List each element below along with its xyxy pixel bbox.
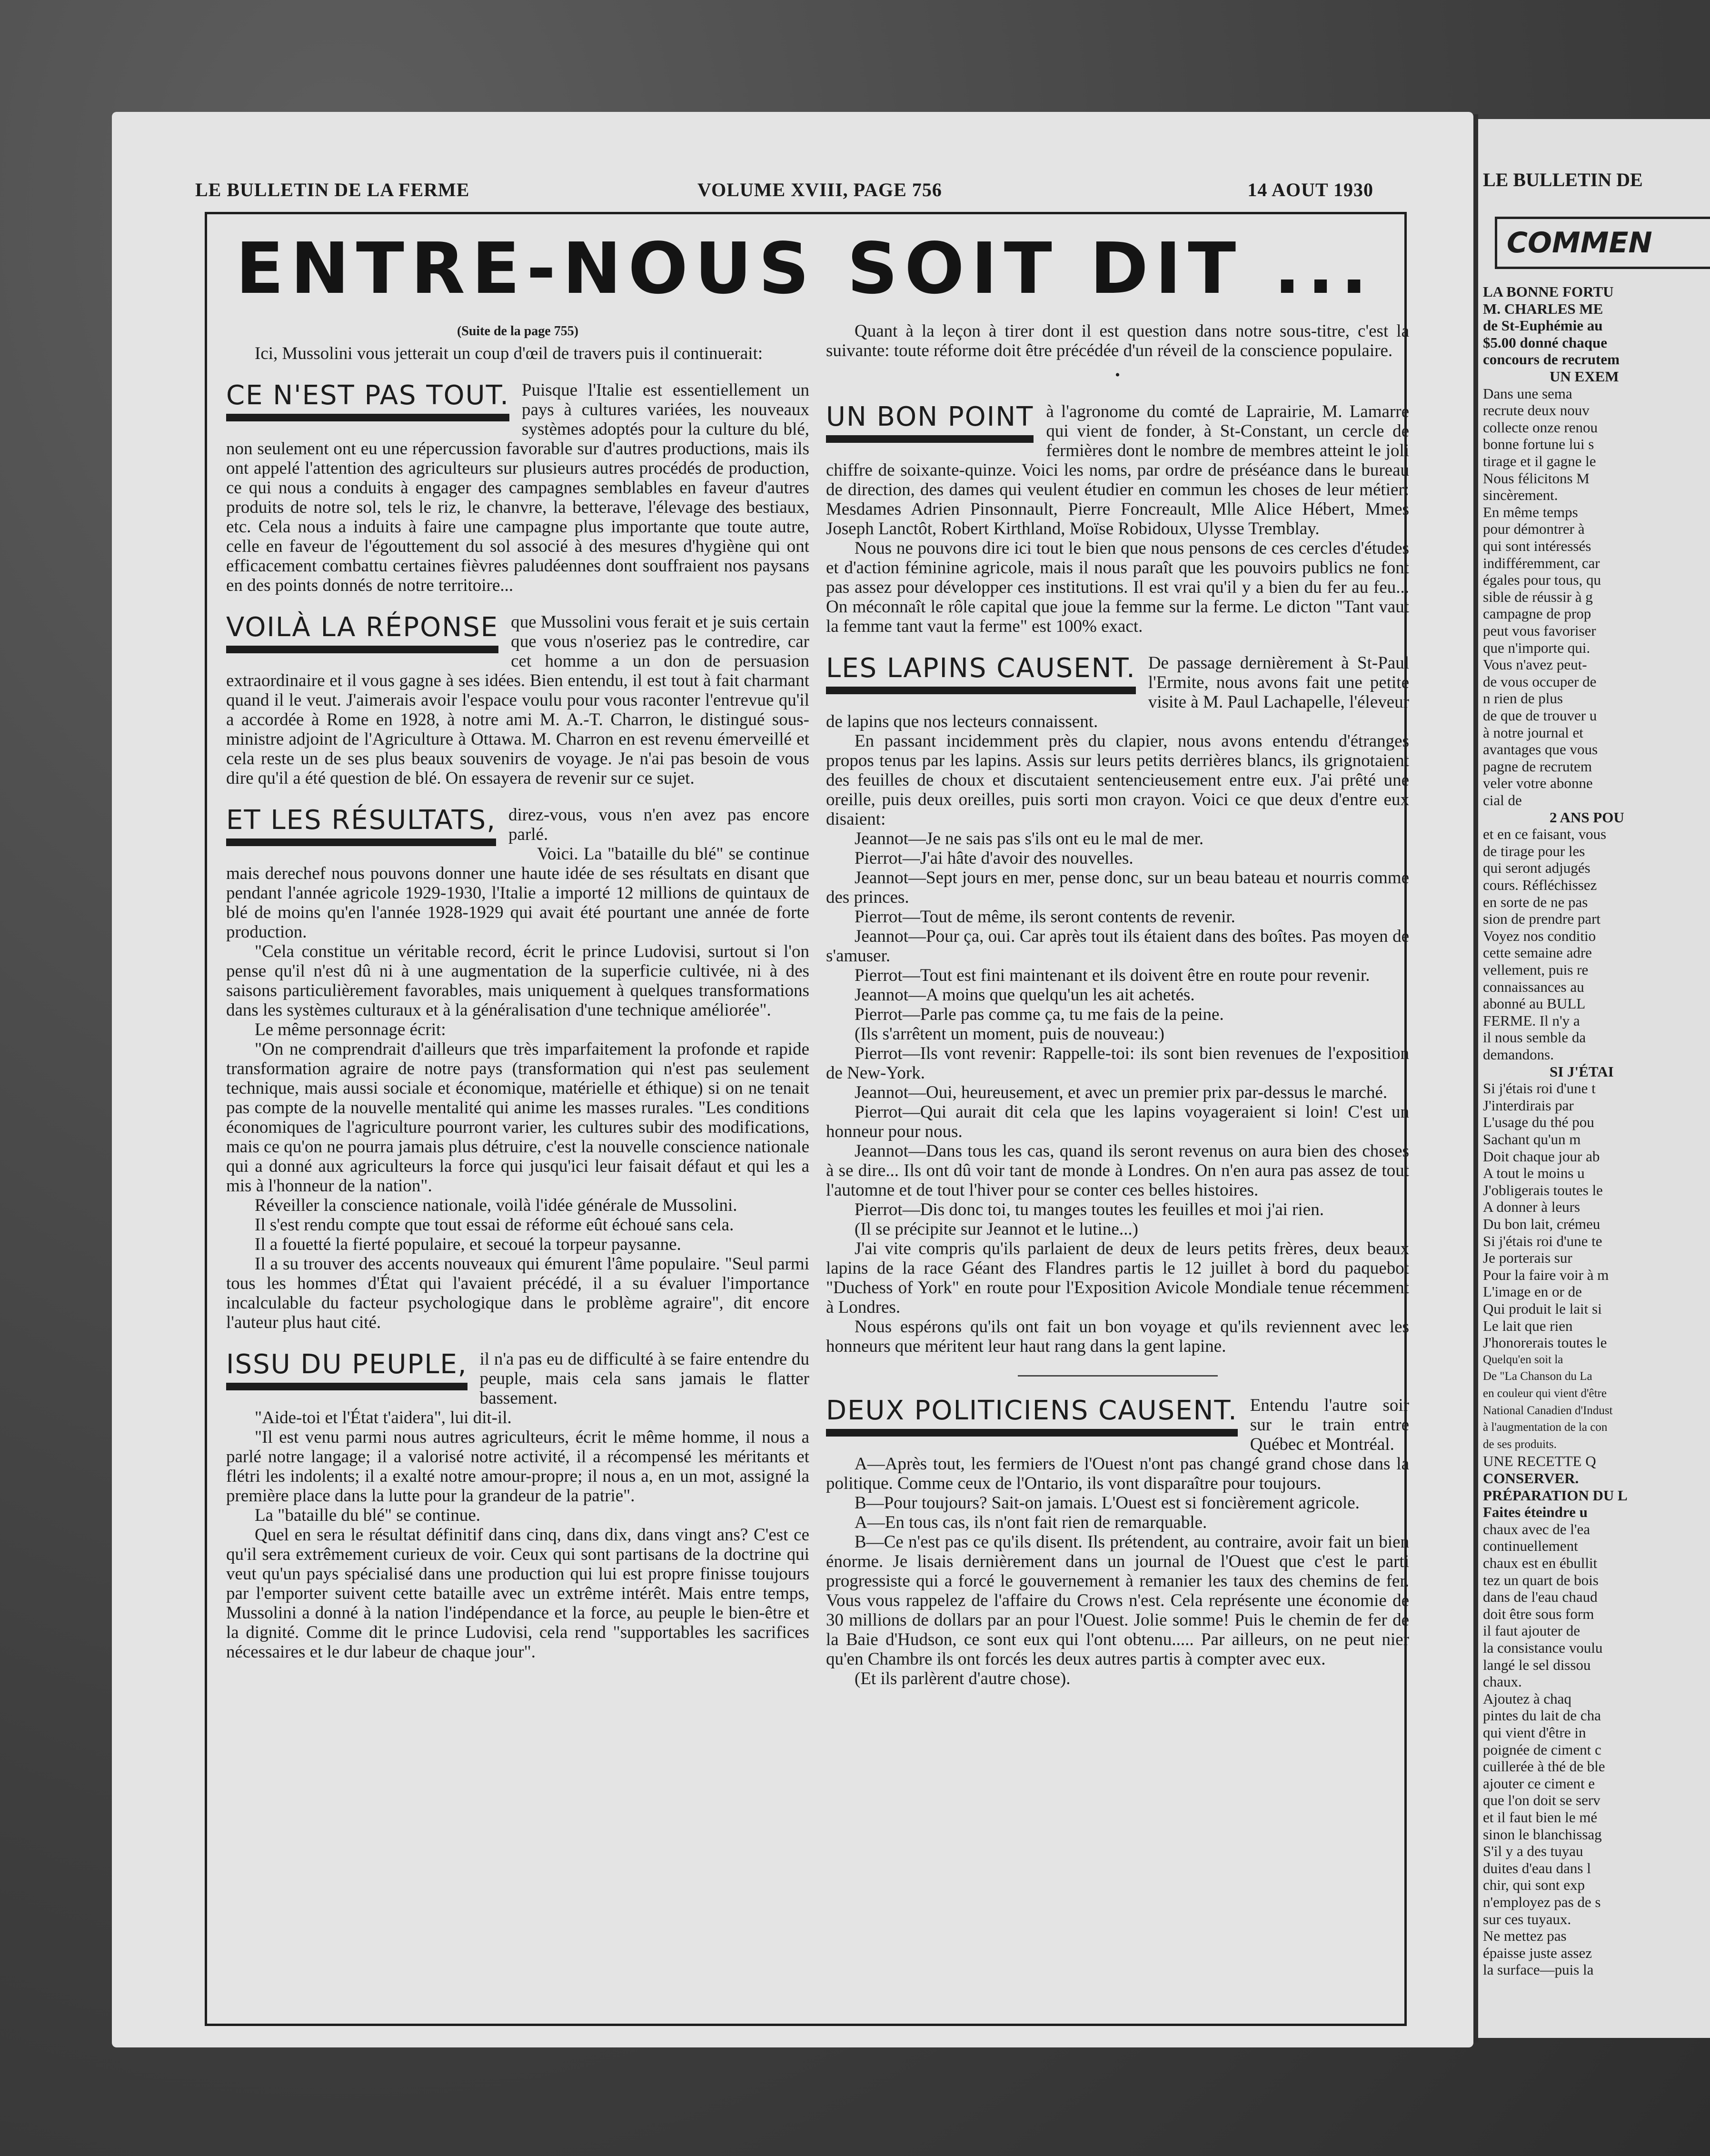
next-page-line: L'image en or de — [1483, 1283, 1582, 1300]
section-paragraph: La "bataille du blé" se continue. — [255, 1506, 481, 1525]
next-page-line: UNE RECETTE Q — [1483, 1453, 1596, 1470]
next-page-line: collecte onze renou — [1483, 419, 1598, 436]
section-paragraph: Jeannot—Dans tous les cas, quand ils seront revenus on aura bien des choses à se dire... Ils ont dû voir tant de monde à Londres. On n'en aura pas assez de tout l'automne et de tout l'hiver pour se conter ces belles histoires. — [826, 1141, 1409, 1200]
section-paragraph: Pierrot—Qui aurait dit cela que les lapins voyageraient si loin! C'est un honneur pour nous. — [826, 1102, 1409, 1141]
next-page-line: recrute deux nouv — [1483, 402, 1590, 419]
section-un-bon-point — [826, 402, 1409, 636]
section-paragraph: Nous espérons qu'ils ont fait un bon voyage et qu'ils reviennent avec les honneurs que méritent leur haut rang dans la gent lapine. — [826, 1317, 1409, 1356]
next-page-line: avantages que vous — [1483, 741, 1598, 758]
next-page-line: duites d'eau dans l — [1483, 1859, 1591, 1877]
next-page-line: Vous n'avez peut- — [1483, 656, 1587, 673]
next-page-line: J'interdirais par — [1483, 1097, 1574, 1114]
next-page-line: Faites éteindre u — [1483, 1504, 1588, 1521]
next-page-line: National Canadien d'Indust — [1483, 1404, 1613, 1417]
next-page-line: tez un quart de bois — [1483, 1571, 1599, 1588]
section-paragraph: Pierrot—Tout est fini maintenant et ils doivent être en route pour revenir. — [855, 966, 1370, 985]
section-paragraph: "On ne comprendrait d'ailleurs que très imparfaitement la profonde et rapide transformation agraire de notre pays (transformation qui n'est pas seulement technique, mais aussi sociale et économique, matérielle et éthique) si on ne tenait pas compte de la nouvelle mentalité qui anime les masses rurales. "Les conditions économiques de l'agriculture pourront varier, les cultures subir des modifications, mais ce qu'on ne pourra jamais plus détruire, c'est la nouvelle conscience nationale qui a donné aux agriculteurs la force qui jusqu'ici leur faisait défaut et qui les a mis à l'honneur de la nation". — [226, 1039, 809, 1196]
section-paragraph: il n'a pas eu de difficulté à se faire entendre du peuple, mais cela sans jamais le flatter bassement. — [479, 1349, 809, 1408]
section-paragraph: Nous ne pouvons dire ici tout le bien que nous pensons de ces cercles d'études et d'action féminine agricole, mais il nous paraît que les pouvoirs publics ne font pas assez pour développer ces institutions. Il est vrai qu'il y a bien du fer au feu... On méconnaît le rôle capital que joue la femme sur la ferme. Le dicton "Tant vaut la femme tant vaut la ferme" est 100% exact. — [826, 539, 1409, 636]
next-page-line: J'obligerais toutes le — [1483, 1181, 1603, 1198]
next-page-line: sion de prendre part — [1483, 910, 1601, 928]
next-page-line: en couleur qui vient d'être — [1483, 1387, 1607, 1400]
next-page-line: campagne de prop — [1483, 605, 1591, 622]
next-page-line: A donner à leurs — [1483, 1198, 1581, 1216]
next-page-line: en sorte de ne pas — [1483, 893, 1588, 910]
section-heading: CE N'EST PAS TOUT. — [226, 380, 509, 421]
next-page-line: Dans une sema — [1483, 385, 1572, 402]
next-page-line: de ses produits. — [1483, 1437, 1557, 1451]
section-paragraph: Jeannot—Oui, heureusement, et avec un premier prix par-dessus le marché. — [855, 1083, 1388, 1102]
next-page-line: que l'on doit se serv — [1483, 1792, 1601, 1809]
next-page-line: la consistance voulu — [1483, 1639, 1603, 1656]
next-page-line: continuellement — [1483, 1537, 1578, 1555]
section-paragraph: Il a su trouver des accents nouveaux qui émurent l'âme populaire. "Seul parmi tous les hommes d'État qui l'avaient précédé, il a su évaluer l'importance incalculable du facteur psychologique dans le problème agraire", dit encore l'auteur plus haut cité. — [226, 1254, 809, 1332]
section-ce-nest-pas-tout — [226, 380, 809, 595]
intro-paragraph: Ici, Mussolini vous jetterait un coup d'œil de travers puis il continuerait: — [255, 344, 763, 363]
section-paragraph: B—Ce n'est pas ce qu'ils disent. Ils prétendent, au contraire, avoir fait un bien énorme. Je lisais dernièrement dans un journal de l'Ouest que c'est le parti progressiste qui a forcé le gouvernement à remanier les taux des chemins de fer. Vous vous rappelez de l'affaire du Crows n'est. Cela représente une économie de 30 millions de dollars par an pour l'Ouest. Jolie somme! Puis le chemin de fer de la Baie d'Hudson, ce sont eux qui l'ont obtenu..... Par ailleurs, on ne peut nier qu'en Chambre ils ont forcés les deux autres partis à compter avec eux. — [826, 1532, 1409, 1669]
section-issu-du-peuple — [226, 1349, 809, 1662]
next-page-line: Pour la faire voir à m — [1483, 1266, 1609, 1283]
section-heading: DEUX POLITICIENS CAUSENT. — [826, 1396, 1238, 1437]
section-et-les-resultats — [226, 805, 809, 1332]
next-page-line: pintes du lait de cha — [1483, 1707, 1601, 1724]
section-heading: ISSU DU PEUPLE, — [226, 1349, 467, 1390]
section-paragraph: Quel en sera le résultat définitif dans cinq, dans dix, dans vingt ans? C'est ce qu'il sera extrêmement curieux de voir. Ceux qui sont partisans de la doctrine qui veut qu'un pays spécialisé dans une production qui lui est propre finisse toujours par l'emporter suivent cette bataille avec un extrême intérêt. Mais entre temps, Mussolini a donné à la nation l'indépendance et la force, au peuple le bien-être et la dignité. Comme dit le prince Ludovisi, cela rend "supportables les sacrifices nécessaires et le dur labeur de chaque jour". — [226, 1525, 809, 1662]
section-heading: UN BON POINT — [826, 402, 1034, 443]
next-page-line: SI J'ÉTAI — [1550, 1063, 1614, 1080]
next-page-line: De "La Chanson du La — [1483, 1370, 1592, 1383]
next-page-line: chaux. — [1483, 1673, 1522, 1690]
next-page-line: poignée de ciment c — [1483, 1741, 1601, 1758]
next-page-line: n rien de plus — [1483, 690, 1563, 707]
section-paragraph: "Aide-toi et l'État t'aidera", lui dit-il. — [255, 1408, 512, 1427]
next-page-line: UN EXEM — [1550, 368, 1619, 385]
next-page-line: Le lait que rien — [1483, 1317, 1573, 1334]
section-voila-la-reponse — [226, 612, 809, 788]
next-page-line: qui vient d'être in — [1483, 1724, 1586, 1741]
next-page-line: Ajoutez à chaq — [1483, 1690, 1571, 1707]
next-page-line: indifféremment, car — [1483, 554, 1600, 571]
article-frame — [205, 212, 1407, 2026]
section-paragraph: Jeannot—Pour ça, oui. Car après tout ils étaient dans des boîtes. Pas moyen de s'amuser. — [826, 927, 1409, 966]
right-column — [826, 321, 1409, 1688]
section-heading: ET LES RÉSULTATS, — [226, 805, 496, 846]
section-paragraph: A—Après tout, les fermiers de l'Ouest n'ont pas changé grand chose dans la politique. Comme ceux de l'Ontario, ils vont disparaître pour toujours. — [826, 1454, 1409, 1493]
next-page-line: à l'augmentation de la con — [1483, 1421, 1608, 1434]
next-page-line: peut vous favoriser — [1483, 622, 1596, 639]
next-page-line: de que de trouver u — [1483, 707, 1597, 724]
next-page-line: Si j'étais roi d'une t — [1483, 1080, 1596, 1097]
next-page-line: Si j'étais roi d'une te — [1483, 1232, 1602, 1249]
section-paragraph: Jeannot—A moins que quelqu'un les ait achetés. — [855, 985, 1195, 1005]
next-page-line: épaisse juste assez — [1483, 1944, 1592, 1961]
section-deux-politiciens-causent — [826, 1396, 1409, 1688]
newspaper-page — [112, 112, 1473, 2047]
next-page-line: FERME. Il n'y a — [1483, 1012, 1580, 1029]
next-page-line: de St-Euphémie au — [1483, 317, 1603, 334]
next-page-line: chaux avec de l'ea — [1483, 1520, 1591, 1537]
next-page-line: chir, qui sont exp — [1483, 1877, 1585, 1894]
next-page-partial — [1478, 119, 1710, 2038]
section-paragraph: direz-vous, vous n'en avez pas encore parlé. — [508, 805, 809, 844]
next-page-line: la surface—puis la — [1483, 1961, 1594, 1978]
next-page-line: sible de réussir à g — [1483, 588, 1593, 605]
section-paragraph: Pierrot—Tout de même, ils seront contents de revenir. — [855, 907, 1235, 927]
next-page-line: 2 ANS POU — [1550, 808, 1624, 826]
section-paragraph: (Il se précipite sur Jeannot et le lutine...) — [855, 1219, 1138, 1239]
next-page-line: Qui produit le lait si — [1483, 1300, 1602, 1317]
section-paragraph: En passant incidemment près du clapier, nous avons entendu d'étranges propos tenus par les lapins. Assis sur leurs petits derrières blancs, ils grignotaient des feuilles de choux et discutaient sentencieusement entre eux. J'ai prêté une oreille, puis deux oreilles, puis sorti mon crayon. Voici ce que deux d'entre eux disaient: — [826, 731, 1409, 829]
next-page-line: Ne mettez pas — [1483, 1927, 1567, 1945]
section-paragraph: que Mussolini vous ferait et je suis certain que vous n'oseriez pas le contredire, car cet homme a un don de persuasion extraordinaire et il vous gagne à ses idées. Bien entendu, il est tout à fait charmant quand il le veut. J'aimerais avoir l'espace voulu pour vous raconter l'entrevue qu'il a accordée à Rome en 1928, à notre ami M. A.-T. Charron, le distingué sous-ministre adjoint de l'Agriculture à Ottawa. M. Charron en est revenu émerveillé et cela reste un de ses plus beaux souvenirs de voyage. Je n'ai pas besoin de vous dire qu'il a été question de blé. On essayera de revenir sur ce sujet. — [226, 612, 809, 788]
next-page-line: LA BONNE FORTU — [1483, 283, 1614, 300]
next-page-line: bonne fortune lui s — [1483, 436, 1594, 453]
next-page-line: chaux est en ébullit — [1483, 1555, 1598, 1571]
next-page-line: cette semaine adre — [1483, 944, 1592, 961]
next-page-line: concours de recrutem — [1483, 351, 1620, 368]
next-page-line: sincèrement. — [1483, 487, 1558, 504]
next-page-line: que n'importe qui. — [1483, 639, 1591, 656]
next-page-line: de tirage pour les — [1483, 842, 1585, 859]
masthead-title: LE BULLETIN DE LA FERME — [195, 179, 470, 200]
next-page-line: En même temps — [1483, 503, 1578, 520]
next-page-line: à notre journal et — [1483, 724, 1583, 741]
next-page-line: S'il y a des tuyau — [1483, 1843, 1583, 1860]
next-page-line: A tout le moins u — [1483, 1165, 1585, 1182]
next-page-line: $5.00 donné chaque — [1483, 334, 1607, 351]
issue-date: 14 AOUT 1930 — [1247, 179, 1373, 200]
section-paragraph: à l'agronome du comté de Laprairie, M. Lamarre qui vient de fonder, à St-Constant, un cercle de fermières dont le nombre de membres atteint le joli chiffre de soixante-quinze. Voici les noms, par ordre de préséance dans le bureau de direction, des dames qui veulent étudier en commun les choses de leur métier: Mesdames Adrien Pinsonnault, Pierre Foncreault, Mlle Alice Hébert, Mmes Joseph Lanctôt, Robert Kirthland, Moïse Robidoux, Ulysse Tremblay. — [826, 402, 1409, 539]
section-paragraph: Voici. La "bataille du blé" se continue mais derechef nous pouvons donner une haute idée de ses résultats en disant que pendant l'année agricole 1929-1930, l'Italie a importé 12 millions de quintaux de blé de moins qu'en l'année 1928-1929 qui avait été pourtant une année de forte production. — [226, 844, 809, 942]
next-page-line: ajouter ce ciment e — [1483, 1775, 1595, 1792]
next-page-line: doit être sous form — [1483, 1605, 1594, 1622]
section-paragraph: "Cela constitue un véritable record, écrit le prince Ludovisi, surtout si l'on pense qu'il n'est dû ni à une augmentation de la superficie cultivée, ni à des saisons particulièrement favorables, mais uniquement à quelques transformations dans les systèmes culturaux et à la généralisation d'une technique améliorée". — [226, 942, 809, 1020]
next-page-line: n'employez pas de s — [1483, 1894, 1601, 1910]
next-page-line: de vous occuper de — [1483, 673, 1597, 690]
next-page-line: et en ce faisant, vous — [1483, 826, 1607, 843]
next-page-line: cours. Réfléchissez — [1483, 877, 1597, 893]
section-paragraph: Pierrot—Ils vont revenir: Rappelle-toi: ils sont bien revenues de l'exposition de New-York. — [826, 1044, 1409, 1083]
section-heading: VOILÀ LA RÉPONSE — [226, 612, 498, 653]
section-paragraph: J'ai vite compris qu'ils parlaient de deux de leurs petits frères, deux beaux lapins de la race Géant des Flandres partis le 12 juillet à bord du paquebot "Duchess of York" en route pour l'Exposition Avicole Mondiale tenue récemment à Londres. — [826, 1239, 1409, 1317]
next-page-line: demandons. — [1483, 1046, 1554, 1063]
next-page-line: langé le sel dissou — [1483, 1656, 1591, 1673]
section-divider — [1018, 1375, 1218, 1377]
next-page-line: Du bon lait, crémeu — [1483, 1216, 1601, 1232]
section-paragraph: De passage dernièrement à St-Paul l'Ermite, nous avons fait une petite visite à M. Paul Lachapelle, l'éleveur de lapins que nos lecteurs connaissent. — [826, 653, 1409, 731]
section-paragraph: Entendu l'autre soir sur le train entre Québec et Montréal. — [1250, 1396, 1409, 1454]
next-page-title-box: COMMEN — [1495, 217, 1710, 269]
next-page-line: vellement, puis re — [1483, 961, 1589, 978]
next-page-line: CONSERVER. — [1483, 1470, 1579, 1487]
section-paragraph: Il a fouetté la fierté populaire, et secoué la torpeur paysanne. — [255, 1235, 681, 1254]
next-page-line: cial de — [1483, 792, 1522, 808]
lesson-paragraph: Quant à la leçon à tirer dont il est question dans notre sous-titre, c'est la suivante: toute réforme doit être précédée d'un réveil de la conscience populaire. — [826, 321, 1409, 360]
section-paragraph: "Il est venu parmi nous autres agriculteurs, écrit le même homme, il nous a parlé notre langage; il a valorisé notre activité, il a récompensé les méritants et flétri les indolents; il a exalté notre amour-propre; il nous a, en un mot, assigné la première place dans la lutte pour la grandeur de la patrie". — [226, 1427, 809, 1506]
next-page-line: Voyez nos conditio — [1483, 927, 1596, 944]
continuation-note: (Suite de la page 755) — [457, 324, 579, 339]
separator-dot: • — [1115, 367, 1120, 383]
section-paragraph: Jeannot—Je ne sais pas s'ils ont eu le mal de mer. — [855, 829, 1204, 848]
next-page-line: et il faut bien le mé — [1483, 1809, 1598, 1826]
next-page-line: abonné au BULL — [1483, 995, 1586, 1012]
section-paragraph: Pierrot—Parle pas comme ça, tu me fais de la peine. — [855, 1005, 1224, 1024]
next-page-line: il faut ajouter de — [1483, 1622, 1580, 1639]
next-page-line: M. CHARLES ME — [1483, 300, 1603, 317]
section-paragraph: B—Pour toujours? Sait-on jamais. L'Ouest est si foncièrement agricole. — [855, 1493, 1360, 1513]
section-paragraph: Le même personnage écrit: — [255, 1020, 446, 1039]
article-banner: ENTRE-NOUS SOIT DIT ... — [236, 228, 1374, 309]
next-page-line: Sachant qu'un m — [1483, 1131, 1581, 1148]
volume-page: VOLUME XVIII, PAGE 756 — [697, 179, 942, 200]
next-page-line: tirage et il gagne le — [1483, 453, 1596, 469]
section-paragraph: Il s'est rendu compte que tout essai de réforme eût échoué sans cela. — [255, 1215, 734, 1235]
next-page-line: cuillerée à thé de ble — [1483, 1758, 1605, 1775]
section-paragraph: Puisque l'Italie est essentiellement un pays à cultures variées, les nouveaux systèmes adoptés pour la culture du blé, non seulement ont eu une répercussion favorable sur d'autres productions, mais ils ont appelé l'attention des agriculteurs sur plusieurs autres procédés de production, ce qui nous a conduits à engager des campagnes semblables en faveur d'autres produits de notre sol, tels le riz, le chanvre, la betterave, l'élevage des bestiaux, etc. Cela nous a induits à faire une campagne plus importante que toute autre, celle en faveur de l'égouttement du sol associé à des mesures d'hygiène qui ont efficacement combattu certaines fièvres paludéennes dont souffraient nos paysans en des points donnés de notre territoire... — [226, 380, 809, 595]
next-page-line: qui seront adjugés — [1483, 859, 1591, 877]
next-page-line: veler votre abonne — [1483, 775, 1593, 792]
next-page-line: il nous semble da — [1483, 1029, 1586, 1046]
next-page-line: J'honorerais toutes le — [1483, 1334, 1607, 1351]
section-les-lapins-causent — [826, 653, 1409, 1356]
left-column — [226, 321, 809, 1662]
next-page-line: égales pour tous, qu — [1483, 571, 1601, 589]
next-page-line: pour démontrer à — [1483, 520, 1585, 538]
next-page-line: PRÉPARATION DU L — [1483, 1487, 1628, 1504]
next-page-line: Quelqu'en soit la — [1483, 1353, 1563, 1366]
next-page-line: pagne de recrutem — [1483, 758, 1592, 775]
next-page-line: Nous félicitons M — [1483, 469, 1590, 487]
section-heading: LES LAPINS CAUSENT. — [826, 653, 1136, 694]
next-page-line: sur ces tuyaux. — [1483, 1910, 1571, 1927]
next-page-line: dans de l'eau chaud — [1483, 1588, 1598, 1606]
section-paragraph: Pierrot—J'ai hâte d'avoir des nouvelles. — [855, 848, 1133, 868]
section-paragraph: (Ils s'arrêtent un moment, puis de nouveau:) — [855, 1024, 1164, 1044]
next-page-line: connaissances au — [1483, 978, 1584, 995]
next-page-line: Je porterais sur — [1483, 1249, 1572, 1267]
section-paragraph: A—En tous cas, ils n'ont fait rien de remarquable. — [855, 1513, 1207, 1532]
next-page-line: Doit chaque jour ab — [1483, 1148, 1600, 1165]
next-page-header: LE BULLETIN DE — [1483, 169, 1643, 190]
section-paragraph: Pierrot—Dis donc toi, tu manges toutes les feuilles et moi j'ai rien. — [855, 1200, 1324, 1219]
section-paragraph: Réveiller la conscience nationale, voilà l'idée générale de Mussolini. — [255, 1196, 737, 1215]
next-page-line: qui sont intéressés — [1483, 538, 1591, 554]
next-page-line: L'usage du thé pou — [1483, 1114, 1594, 1131]
section-paragraph: (Et ils parlèrent d'autre chose). — [855, 1669, 1071, 1688]
next-page-line: sinon le blanchissag — [1483, 1826, 1602, 1843]
section-paragraph: Jeannot—Sept jours en mer, pense donc, sur un beau bateau et nourris comme des princes. — [826, 868, 1409, 907]
